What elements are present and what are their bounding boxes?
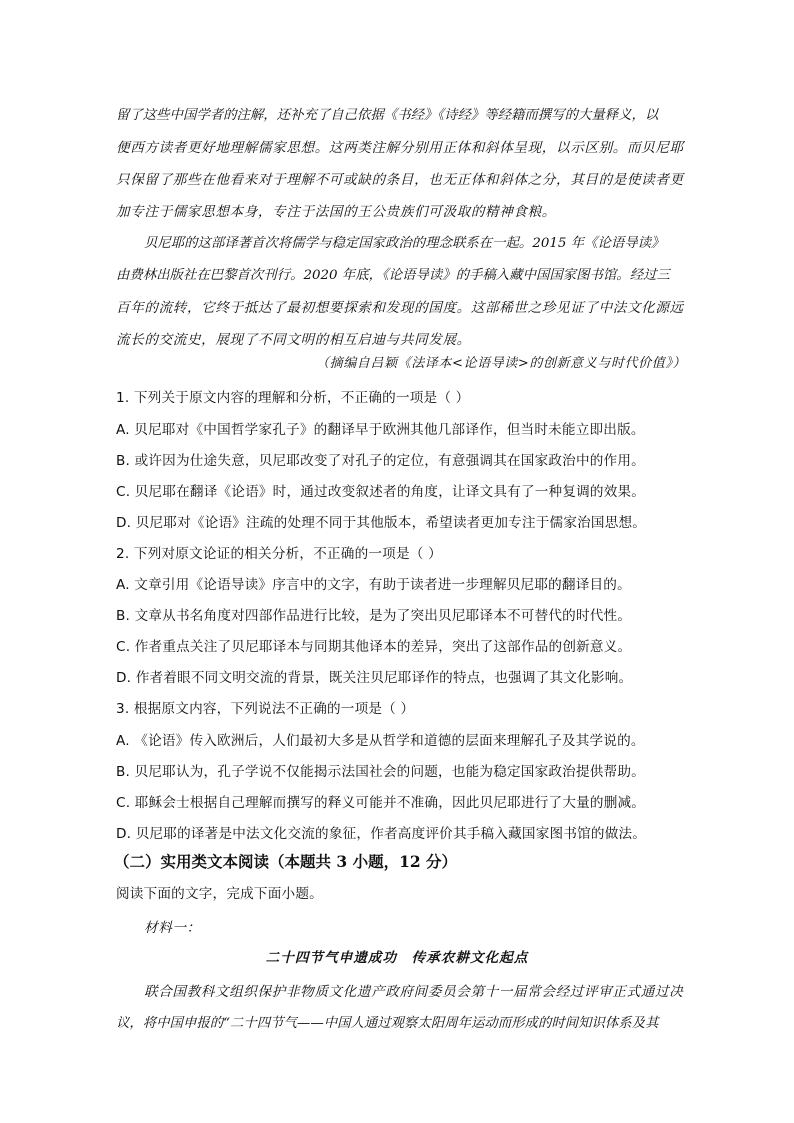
passage-line: 由费林出版社在巴黎首次刊行。2020 年底，《论语导读》的手稿入藏中国国家图书馆。经过三	[116, 268, 670, 283]
question-option: A. 贝尼耶对《中国哲学家孔子》的翻译早于欧洲其他几部译作，但当时未能立即出版。	[116, 422, 645, 438]
question-option: B. 贝尼耶认为，孔子学说不仅能揭示法国社会的问题，也能为稳定国家政治提供帮助。	[116, 764, 645, 780]
question-option: D. 贝尼耶对《论语》注疏的处理不同于其他版本，希望读者更加专注于儒家治国思想。	[116, 515, 647, 531]
passage-line: 流长的交流史，展现了不同文明的相互启迪与共同发展。	[116, 332, 471, 348]
section-heading: （二）实用类文本阅读（本题共 3 小题，12 分）	[114, 852, 458, 871]
question-option: C. 贝尼耶在翻译《论语》时，通过改变叙述者的角度，让译文具有了一种复调的效果。	[116, 484, 646, 500]
passage-line: 便西方读者更好地理解儒家思想。这两类注解分别用正体和斜体呈现，以示区别。而贝尼耶	[116, 140, 684, 156]
material-label: 材料一：	[144, 920, 201, 936]
question-option: B. 或许因为仕途失意，贝尼耶改变了对孔子的定位，有意强调其在国家政治中的作用。	[116, 453, 645, 469]
question-stem-1: 1. 下列关于原文内容的理解和分析，不正确的一项是（ ）	[116, 390, 470, 406]
question-stem-3: 3. 根据原文内容，下列说法不正确的一项是（ ）	[116, 701, 415, 717]
passage-line: 百年的流转，它终于抵达了最初想要探索和发现的国度。这部稀世之珍见证了中法文化源远	[116, 300, 684, 316]
question-option: D. 作者着眼不同文明交流的背景，既关注贝尼耶译作的特点，也强调了其文化影响。	[116, 670, 633, 686]
passage-line: 加专注于儒家思想本身，专注于法国的王公贵族们可汲取的精神食粮。	[116, 204, 557, 220]
passage-line: 留了这些中国学者的注解，还补充了自己依据《书经》《诗经》等经籍而撰写的大量释义，以	[116, 108, 659, 123]
passage-line: 贝尼耶的这部译著首次将儒学与稳定国家政治的理念联系在一起。2015 年《论语导读》	[144, 236, 665, 251]
material-line: 联合国教科文组织保护非物质文化遗产政府间委员会第十一届常会经过评审正式通过决	[144, 984, 684, 1000]
question-option: A. 文章引用《论语导读》序言中的文字，有助于读者进一步理解贝尼耶的翻译目的。	[116, 577, 631, 593]
question-option: B. 文章从书名角度对四部作品进行比较，是为了突出贝尼耶译本不可替代的时代性。	[116, 608, 632, 624]
section-instruction: 阅读下面的文字，完成下面小题。	[116, 886, 323, 902]
question-option: A. 《论语》传入欧洲后，人们最初大多是从哲学和道德的层面来理解孔子及其学说的。	[116, 733, 645, 749]
passage-line: 只保留了那些在他看来对于理解不可或缺的条目，也无正体和斜体之分，其目的是使读者更	[116, 172, 684, 188]
question-option: C. 作者重点关注了贝尼耶译本与同期其他译本的差异，突出了这部作品的创新意义。	[116, 639, 632, 655]
material-title: 二十四节气申遗成功 传承农耕文化起点	[265, 950, 529, 966]
material-line: 议，将中国申报的“二十四节气——中国人通过观察太阳周年运动而形成的时间知识体系及其	[116, 1016, 659, 1031]
question-option: D. 贝尼耶的译著是中法文化交流的象征，作者高度评价其手稿入藏国家图书馆的做法。	[116, 826, 647, 842]
question-option: C. 耶稣会士根据自己理解而撰写的释义可能并不准确，因此贝尼耶进行了大量的删减。	[116, 795, 646, 811]
question-stem-2: 2. 下列对原文论证的相关分析，不正确的一项是（ ）	[116, 546, 442, 562]
passage-source: （摘编自吕颖《法译本<论语导读>的创新意义与时代价值》）	[316, 356, 687, 371]
